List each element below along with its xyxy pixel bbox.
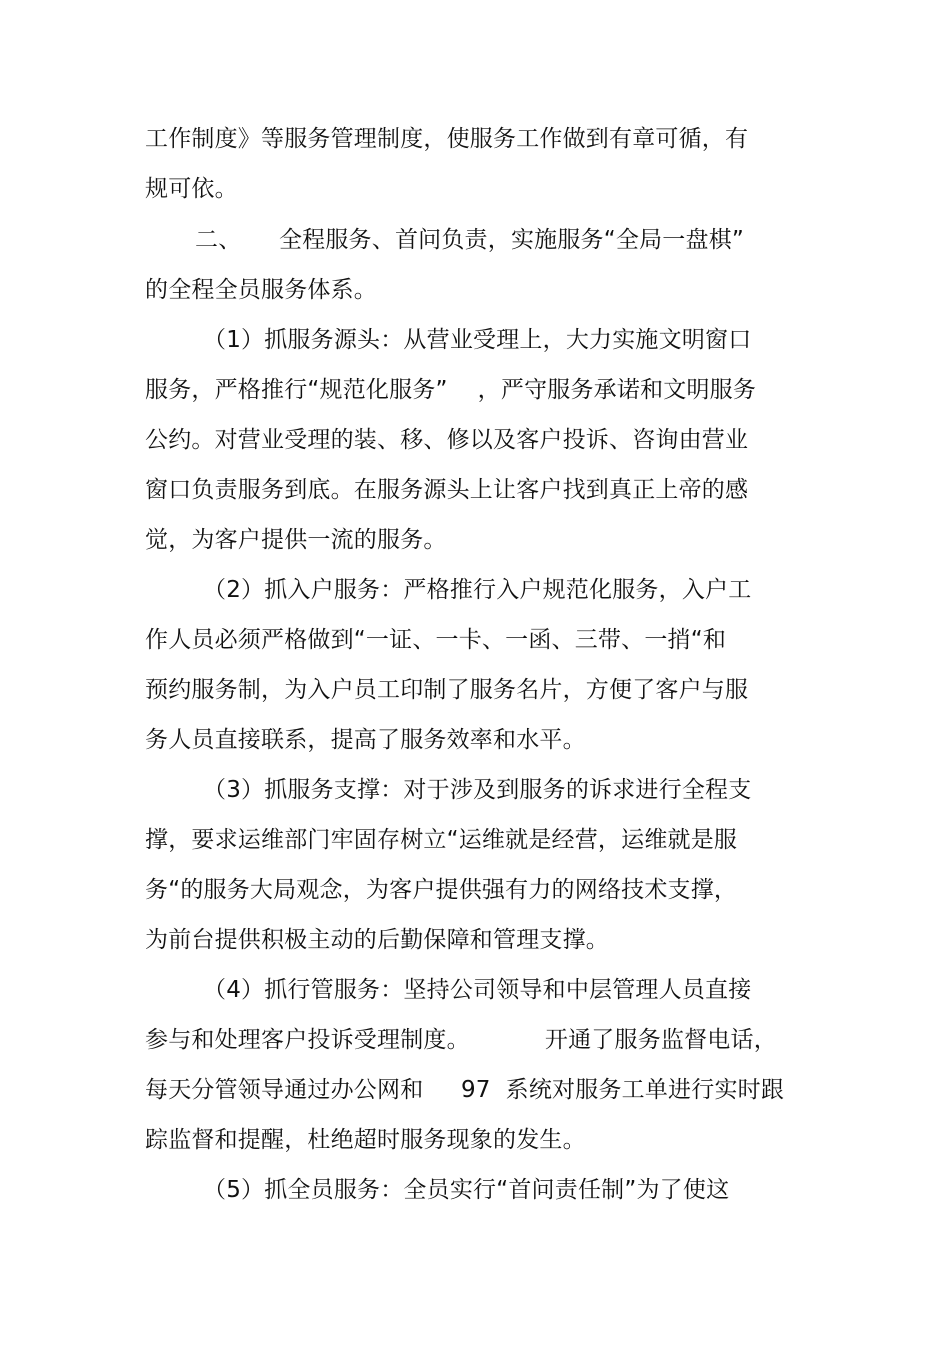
text-line: （3）抓服务支撑：对于涉及到服务的诉求进行全程支 (203, 777, 752, 803)
text-line: 务人员直接联系，提高了服务效率和水平。 (145, 727, 586, 753)
text-line: 每天分管领导通过办公网和 97 系统对服务工单进行实时跟 (145, 1077, 785, 1103)
text-line: 预约服务制，为入户员工印制了服务名片，方便了客户与服 (145, 677, 749, 703)
text-line: （1）抓服务源头：从营业受理上，大力实施文明窗口 (203, 327, 752, 353)
text-line: 务“的服务大局观念，为客户提供强有力的网络技术支撑， (145, 877, 738, 903)
section-heading: 二、 全程服务、首问负责，实施服务“全局一盘棋” (195, 227, 744, 253)
text-line: 参与和处理客户投诉受理制度。 开通了服务监督电话， (145, 1027, 777, 1053)
text-line: （2）抓入户服务：严格推行入户规范化服务，入户工 (203, 577, 752, 603)
text-line: 工作制度》等服务管理制度，使服务工作做到有章可循，有 (145, 126, 749, 152)
text-line: 窗口负责服务到底。在服务源头上让客户找到真正上帝的感 (145, 477, 749, 503)
text-line: （4）抓行管服务：坚持公司领导和中层管理人员直接 (203, 977, 752, 1003)
text-line: 公约。对营业受理的装、移、修以及客户投诉、咨询由营业 (145, 427, 749, 453)
text-line: 为前台提供积极主动的后勤保障和管理支撑。 (145, 927, 609, 953)
text-line: 的全程全员服务体系。 (145, 277, 377, 303)
text-line: 觉，为客户提供一流的服务。 (145, 527, 447, 553)
text-line: （5）抓全员服务：全员实行“首问责任制”为了使这 (203, 1177, 730, 1203)
text-line: 服务，严格推行“规范化服务” ，严守服务承诺和文明服务 (145, 377, 757, 403)
text-line: 规可依。 (145, 176, 238, 202)
text-line: 撑，要求运维部门牢固存树立“运维就是经营，运维就是服 (145, 827, 738, 853)
text-line: 踪监督和提醒，杜绝超时服务现象的发生。 (145, 1127, 586, 1153)
text-line: 作人员必须严格做到“一证、一卡、一函、三带、一捎“和 (145, 627, 727, 653)
